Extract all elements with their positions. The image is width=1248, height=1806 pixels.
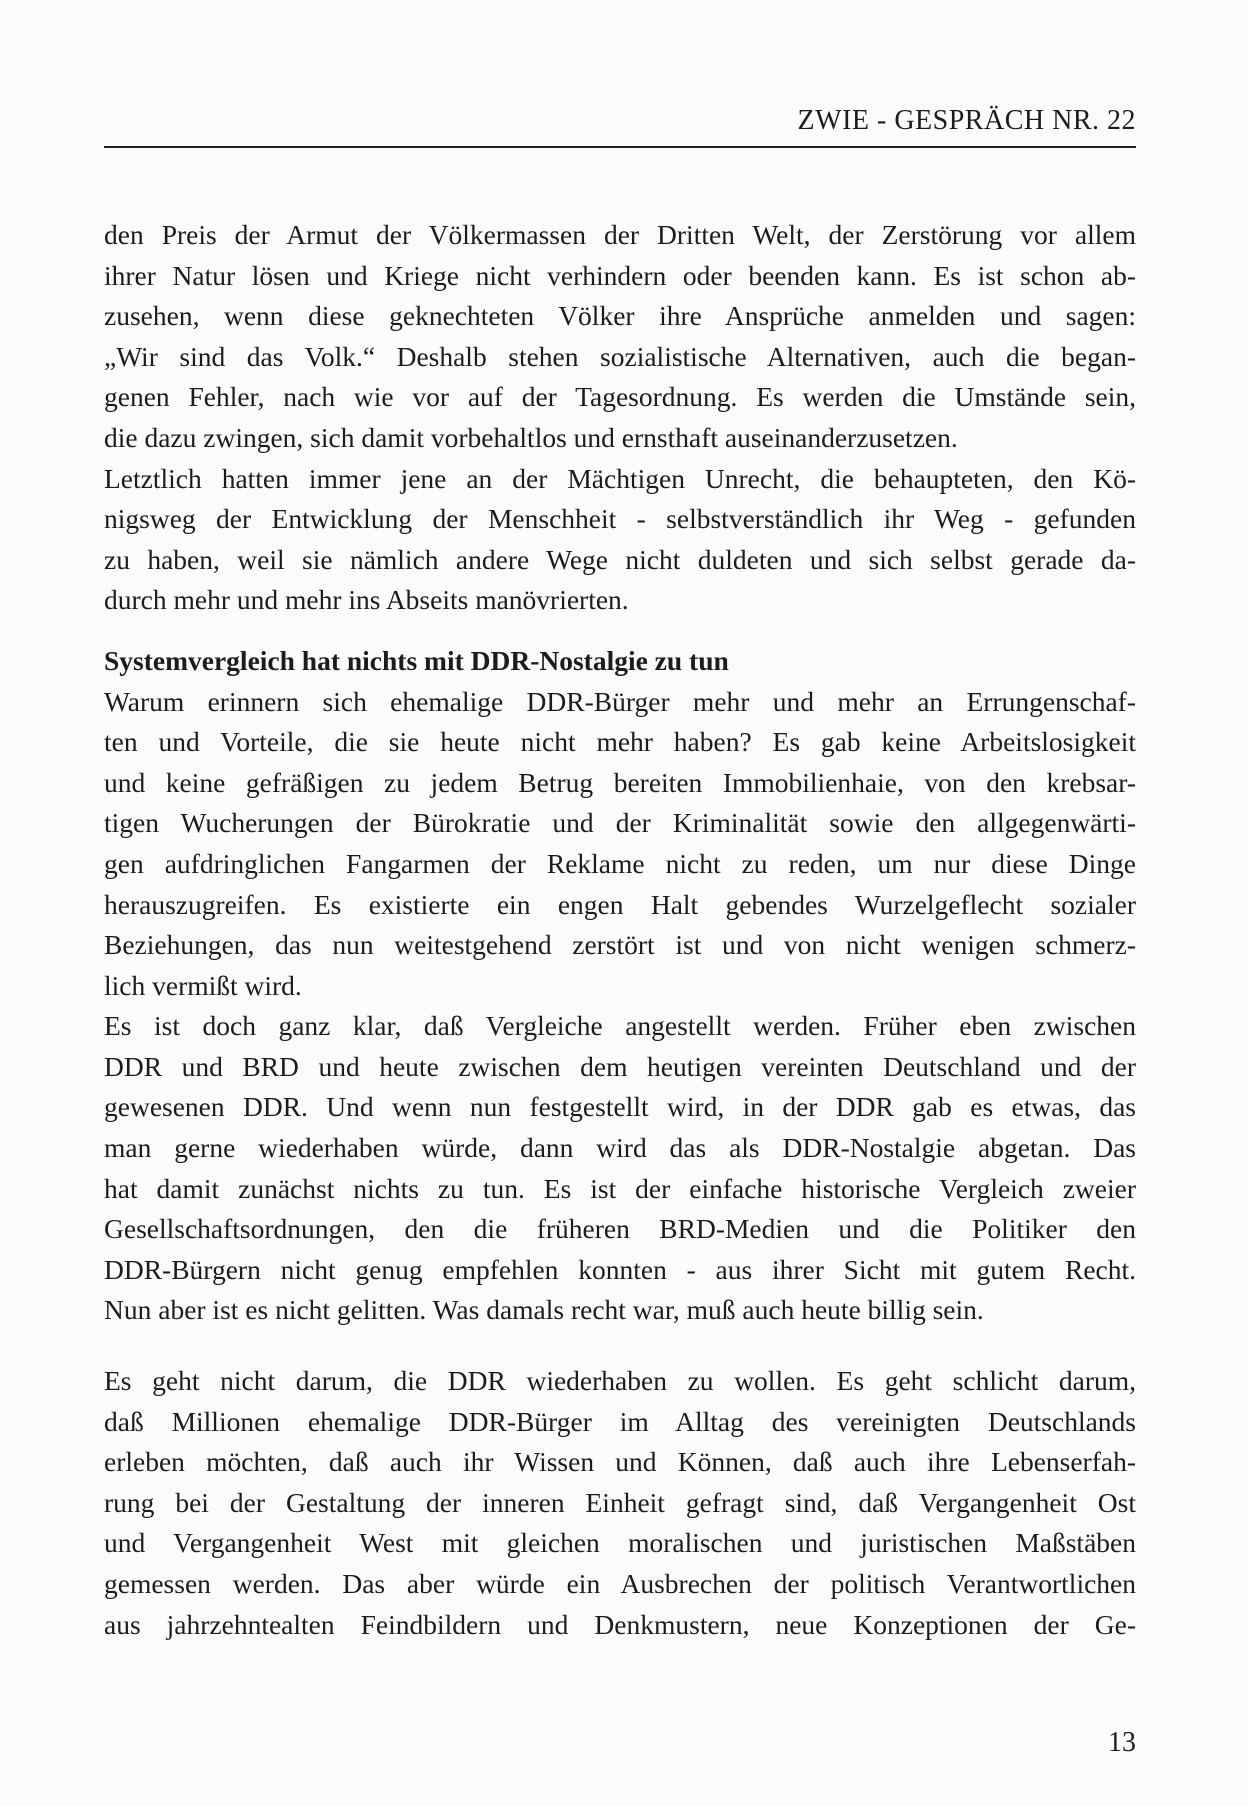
text-line: Nun aber ist es nicht gelitten. Was damals recht war, muß auch heute billig sein. [104,1294,984,1326]
text-line: zu haben, weil sie nämlich andere Wege nicht duldeten und sich selbst gerade da- [104,543,1136,575]
text-line: herauszugreifen. Es existierte ein engen Halt gebendes Wurzelgeflecht sozialer [104,888,1136,920]
text-line: tigen Wucherungen der Bürokratie und der Kriminalität sowie den allgegenwärti- [104,807,1136,839]
spacer [104,1331,1136,1361]
spacer [104,621,1136,641]
text-line: Warum erinnern sich ehemalige DDR-Bürger mehr und mehr an Errungenschaf- [104,685,1136,717]
text-line: rung bei der Gestaltung der inneren Einheit gefragt sind, daß Vergangenheit Ost [104,1486,1136,1518]
text-line: daß Millionen ehemalige DDR-Bürger im Alltag des vereinigten Deutschlands [104,1405,1136,1437]
text-line: gen aufdringlichen Fangarmen der Reklame nicht zu reden, um nur diese Dinge [104,847,1136,879]
running-head: ZWIE - GESPRÄCH NR. 22 [797,105,1136,136]
text-line: Es ist doch ganz klar, daß Vergleiche angestellt werden. Früher eben zwischen [104,1010,1136,1042]
text-line: lich vermißt wird. [104,969,302,1001]
text-line: durch mehr und mehr ins Abseits manövrierten. [104,584,629,616]
text-line: nigsweg der Entwicklung der Menschheit - selbstverständlich ihr Weg - gefunden [104,503,1136,535]
text-line: gewesenen DDR. Und wenn nun festgestellt wird, in der DDR gab es etwas, das [104,1091,1136,1123]
text-line: „Wir sind das Volk.“ Deshalb stehen sozialistische Alternativen, auch die began- [104,340,1136,372]
text-line: den Preis der Armut der Völkermassen der Dritten Welt, der Zerstörung vor allem [104,219,1136,250]
text-line: man gerne wiederhaben würde, dann wird das als DDR-Nostalgie abgetan. Das [104,1132,1136,1164]
section-heading: Systemvergleich hat nichts mit DDR-Nostalgie zu tun [104,644,729,676]
text-line: DDR-Bürgern nicht genug empfehlen konnten - aus ihrer Sicht mit gutem Recht. [104,1253,1136,1285]
paragraph [104,1006,1136,1331]
page-number: 13 [1108,1727,1136,1758]
text-line: Es geht nicht darum, die DDR wiederhaben zu wollen. Es geht schlicht darum, [104,1365,1136,1397]
paragraph [104,215,1136,621]
paragraph [104,1361,1136,1645]
body-text [104,215,1136,1645]
text-line: aus jahrzehntealten Feindbildern und Denkmustern, neue Konzeptionen der Ge- [104,1608,1136,1640]
text-line: ten und Vorteile, die sie heute nicht mehr haben? Es gab keine Arbeitslosigkeit [104,726,1136,758]
paragraph [104,682,1136,1007]
text-line: erleben möchten, daß auch ihr Wissen und Können, daß auch ihre Lebenserfah- [104,1446,1136,1478]
text-line: zusehen, wenn diese geknechteten Völker ihre Ansprüche anmelden und sagen: [104,300,1136,332]
text-line: die dazu zwingen, sich damit vorbehaltlos und ernsthaft auseinanderzusetzen. [104,421,958,453]
text-line: Gesellschaftsordnungen, den die früheren BRD-Medien und die Politiker den [104,1213,1136,1245]
text-line: genen Fehler, nach wie vor auf der Tagesordnung. Es werden die Umstände sein, [104,381,1136,413]
text-line: ihrer Natur lösen und Kriege nicht verhindern oder beenden kann. Es ist schon ab- [104,259,1136,291]
text-line: und Vergangenheit West mit gleichen moralischen und juristischen Maßstäben [104,1527,1136,1559]
page-header [104,104,1136,148]
text-line: DDR und BRD und heute zwischen dem heutigen vereinten Deutschland und der [104,1050,1136,1082]
text-line: gemessen werden. Das aber würde ein Ausbrechen der politisch Verantwortlichen [104,1568,1136,1599]
text-line: Letztlich hatten immer jene an der Mächtigen Unrecht, die behaupteten, den Kö- [104,462,1136,494]
text-line: und keine gefräßigen zu jedem Betrug bereiten Immobilienhaie, von den krebsar- [104,766,1136,798]
text-line: hat damit zunächst nichts zu tun. Es ist der einfache historische Vergleich zweier [104,1172,1136,1204]
text-line: Beziehungen, das nun weitestgehend zerstört ist und von nicht wenigen schmerz- [104,929,1136,961]
